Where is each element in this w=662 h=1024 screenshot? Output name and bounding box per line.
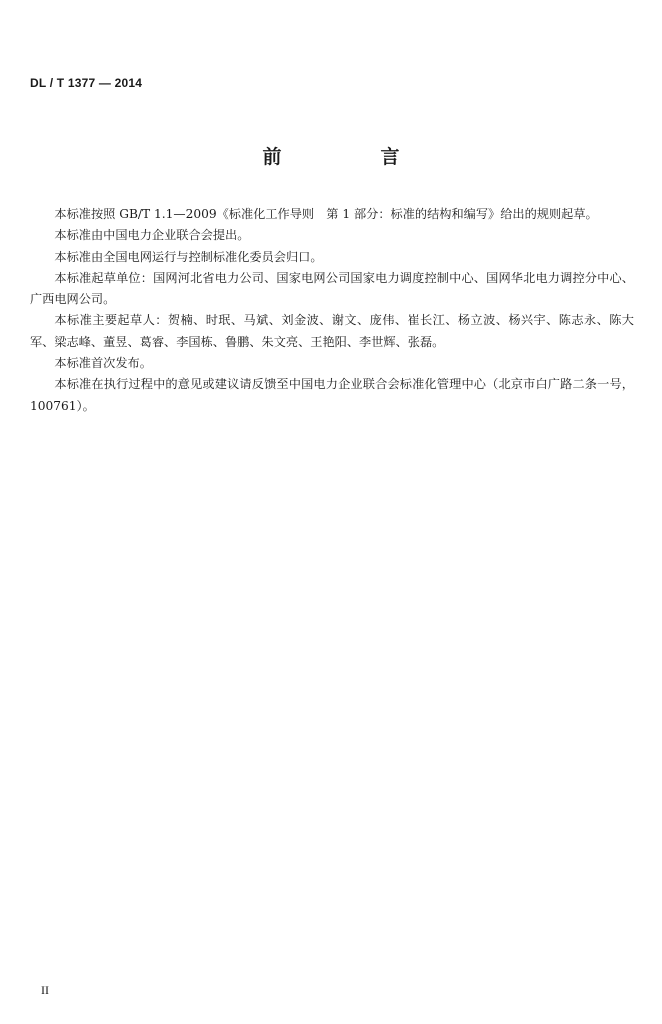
paragraph-drafting-rules: 本标准按照 GB/T 1.1—2009《标准化工作导则 第 1 部分：标准的结构和编写》给出的规则起草。 <box>54 207 598 221</box>
paragraph-main-drafters: 本标准主要起草人：贺楠、时珉、马斌、刘金波、谢文、庞伟、崔长江、杨立波、杨兴宇、陈志永、陈大军、梁志峰、董昱、葛睿、李国栋、鲁鹏、朱文亮、王艳阳、李世辉、张磊。 <box>30 313 634 349</box>
page-title: 前 言 <box>262 146 440 168</box>
paragraph-committee: 本标准由全国电网运行与控制标准化委员会归口。 <box>54 249 323 264</box>
paragraph-feedback: 本标准在执行过程中的意见或建议请反馈至中国电力企业联合会标准化管理中心（北京市白广路二条一号，100761）。 <box>30 377 634 413</box>
paragraph-first-release: 本标准首次发布。 <box>54 356 152 371</box>
paragraph-proposer: 本标准由中国电力企业联合会提出。 <box>54 228 250 243</box>
paragraph-drafting-units: 本标准起草单位：国网河北省电力公司、国家电网公司国家电力调度控制中心、国网华北电力调控分中心、广西电网公司。 <box>30 270 634 307</box>
foreword-body <box>30 204 634 417</box>
standard-number-header: DL / T 1377 — 2014 <box>30 76 143 90</box>
page-number: II <box>41 983 49 997</box>
